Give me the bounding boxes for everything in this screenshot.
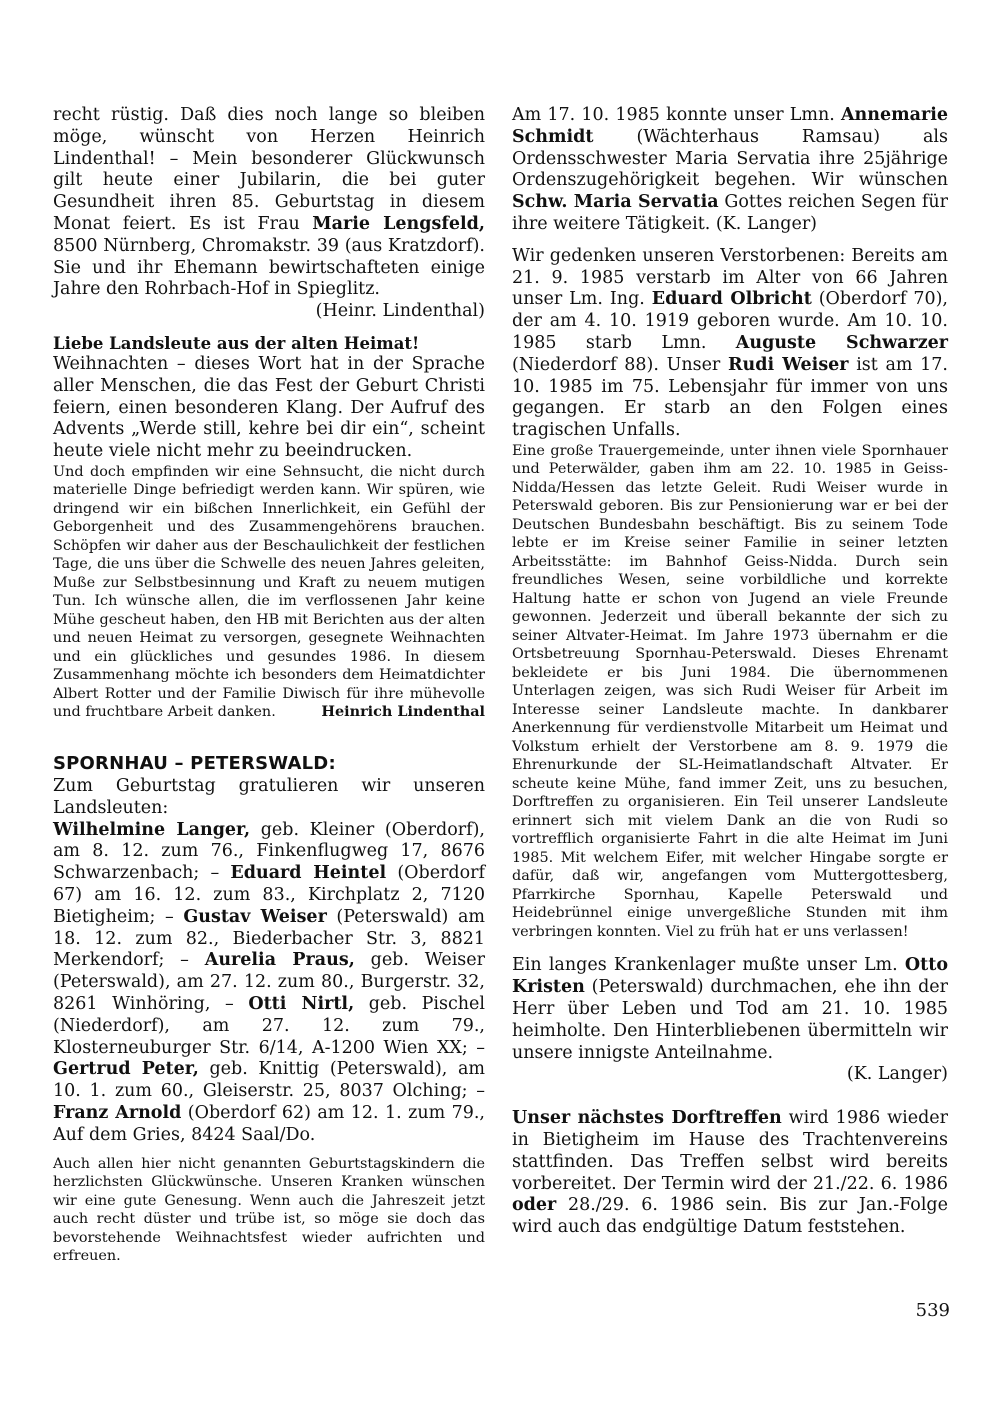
name-rudi-weiser: Rudi Weiser — [727, 354, 849, 375]
birthday-text: (Oberdorf 67) am 16. 12. zum 83., Kirchplatz 2, 7120 Bietigheim; – — [53, 863, 486, 927]
verstorbene-text: (Niederdorf 88). Unser — [512, 354, 728, 375]
dorftreffen-text: 28./29. 6. 1986 sein. Bis zur Jan.-Folge wird auch das endgültige Datum feststehen. — [512, 1195, 948, 1238]
birthday-text: (Peterswald) am 18. 12. zum 82., Biederbacher Str. 3, 8821 Merkendorf; – — [53, 906, 485, 971]
geburtstag-intro: Zum Geburtstag gratulieren wir unseren Landsleuten: — [53, 775, 485, 818]
birthday-name: Eduard Heintel — [230, 863, 387, 884]
name-marie-lengsfeld: Marie Lengsfeld, — [312, 213, 485, 234]
kristen-text: Ein langes Krankenlager mußte unser Lm. — [512, 955, 905, 976]
intro-paragraph — [53, 105, 485, 301]
name-annemarie-schmidt: Annemarie Schmidt — [512, 105, 948, 147]
jubilaeum-text: (Wächterhaus Ramsau) als Ordensschwester Maria Servatia ihre 25jährige Ordenszugehörigkeit begehen. Wir wünschen — [512, 126, 948, 191]
birthday-text: (Oberdorf 62) am 12. 1. zum 79., Auf dem Gries, 8424 Saal/Do. — [53, 1102, 485, 1145]
verstorbene-text: Wir gedenken unseren Verstorbenen: Bereits am 21. 9. 1985 verstarb im Alter von 66 Jahren unser Lm. Ing. — [512, 245, 948, 310]
verstorbene-text: (Oberdorf 70), der am 4. 10. 1919 geboren wurde. Am 10. 10. 1985 starb Lmn. — [512, 289, 948, 353]
birthday-name: Gertrud Peter, — [53, 1059, 199, 1080]
dorftreffen-oder: oder — [512, 1195, 557, 1216]
birthday-text: geb. Knittig (Peterswald), am 10. 1. zum 60., Gleiserstr. 25, 8037 Olching; – — [53, 1059, 485, 1102]
page-number: 539 — [915, 1300, 950, 1321]
sehnsucht-paragraph — [53, 463, 485, 722]
jubilaeum-text: Am 17. 10. 1985 konnte unser Lmn. — [512, 105, 841, 125]
verstorbene-paragraph — [512, 246, 948, 442]
birthday-name: Wilhelmine Langer, — [53, 819, 251, 840]
dorftreffen-text: wird 1986 wieder in Bietigheim im Hause des Trachtenvereins stattfinden. Das Treffen selbst wird bereits vorbereitet. Der Termin wird der 21./22. 6. 1986 — [512, 1108, 948, 1194]
kristen-paragraph — [512, 955, 948, 1064]
intro-text: recht rüstig. Daß dies noch lange so bleiben möge, wünscht von Herzen Heinrich Lindenthal! – Mein besonderer Glückwunsch gilt heute einer Jubilarin, die bei guter Gesundheit ihren 85. Geburtstag in diesem Monat feiert. Es ist Frau — [53, 105, 485, 234]
geburtstag-list — [53, 820, 485, 1147]
birthday-text: geb. Kleiner (Oberdorf), am 8. 12. zum 76., Finkenflugweg 17, 8676 Schwarzenbach; – — [53, 819, 485, 884]
birthday-text: geb. Pischel (Niederdorf), am 27. 12. zum 79., Klosterneuburger Str. 6/14, A-1200 Wien XX; – — [53, 993, 485, 1058]
dorftreffen-heading: Unser nächstes Dorftreffen — [512, 1108, 782, 1129]
dorftreffen-paragraph — [512, 1108, 948, 1239]
birthday-name: Franz Arnold — [53, 1102, 182, 1123]
kristen-signature: (K. Langer) — [846, 1064, 948, 1085]
name-auguste-schwarzer: Auguste Schwarzer — [735, 332, 948, 353]
right-column — [512, 105, 948, 1239]
kranke-paragraph: Auch allen hier nicht genannten Geburtstagskindern die herzlichsten Glückwünsche. Unseren Kranken wünschen wir eine gute Genesung. Wenn auch die Jahreszeit jetzt auch recht düster und trübe ist, so möge sie doch das bevorstehende Weihnachtsfest wieder aufrichten und erfreuen. — [53, 1155, 485, 1264]
left-column — [53, 105, 485, 1266]
birthday-name: Gustav Weiser — [183, 906, 327, 927]
name-maria-servatia: Schw. Maria Servatia — [512, 192, 719, 213]
jubilaeum-paragraph — [512, 105, 948, 236]
intro-signature: (Heinr. Lindenthal) — [315, 301, 485, 322]
verstorbene-text: ist am 17. 10. 1985 im 75. Lebensjahr für immer von uns gegangen. Er starb an den Folgen eines tragischen Unfalls. — [512, 354, 948, 441]
name-otto-kristen: Otto Kristen — [512, 955, 948, 998]
birthday-name: Aurelia Praus, — [204, 950, 355, 971]
intro-text: 8500 Nürnberg, Chromakstr. 39 (aus Kratzdorf). Sie und ihr Ehemann bewirtschafteten einige Jahre den Rohrbach-Hof in Spieglitz. — [53, 235, 485, 300]
birthday-name: Otti Nirtl, — [248, 993, 355, 1014]
sehnsucht-text: Und doch empfinden wir eine Sehnsucht, die nicht durch materielle Dinge befriedigt werden kann. Wir spüren, wie dringend wir ein bißchen Innerlichkeit, ein Gefühl der Geborgenheit und des Zusammengehörens brauchen. Schöpfen wir daher aus der Beschaulichkeit der festlichen Tage, die uns über die Schwelle des neuen Jahres geleiten, Muße zur Selbstbesinnung und Kraft zu neuem mutigen Tun. Ich wünsche allen, die im verflossenen Jahr keine Mühe gescheut haben, den HB mit Berichten aus der alten und neuen Heimat zu versorgen, gesegnete Weihnachten und ein glückliches und gesundes 1986. In diesem Zusammenhang möchte ich besonders dem Heimatdichter Albert Rotter und der Familie Diwisch für ihre mühevolle und fruchtbare Arbeit danken. — [53, 463, 485, 721]
name-eduard-olbricht: Eduard Olbricht — [651, 289, 812, 310]
weihnachten-paragraph: Weihnachten – dieses Wort hat in der Sprache aller Menschen, die das Fest der Geburt Christi feiern, einen besonderen Klang. Der Aufruf des Advents „Werde still, kehre bei dir ein“, scheint heute viele nicht mehr zu beeindrucken. — [53, 353, 485, 462]
section-heading: Liebe Landsleute aus der alten Heimat! — [53, 333, 420, 353]
section-title-spornhau: SPORNHAU – PETERSWALD: — [53, 752, 336, 774]
signature-lindenthal: Heinrich Lindenthal — [321, 703, 485, 721]
birthday-text: geb. Weiser (Peterswald), am 27. 12. zum 80., Burgerstr. 32, 8261 Winhöring, – — [53, 950, 485, 1014]
trauer-paragraph: Eine große Trauergemeinde, unter ihnen viele Spornhauer und Peterwälder, gaben ihm am 22. 10. 1985 in Geiss-Nidda/Hessen das letzte Geleit. Rudi Weiser wurde in Peterswald geboren. Bis zur Pensionierung war er bei der Deutschen Bundesbahn beschäftigt. Bis zu seinem Tode lebte er im Kreise seiner Familie in seiner letzten Arbeitsstätte: im Bahnhof Geiss-Nidda. Durch sein freundliches Wesen, seine vorbildliche und korrekte Haltung hatte er schon von Jugend an viele Freunde gewonnen. Jederzeit und überall bekannte der sich zu seiner Altvater-Heimat. Im Jahre 1973 übernahm er die Ortsbetreuung Spornhau-Peterswald. Dieses Ehrenamt bekleidete er bis Juni 1984. Die übernommenen Unterlagen zeigen, was sich Rudi Weiser für Arbeit im Interesse seiner Landsleute machte. In dankbarer Anerkennung für verdienstvolle Mitarbeit um Heimat und Volkstum erhielt der Verstorbene am 8. 9. 1979 die Ehrenurkunde der SL-Heimatlandschaft Altvater. Er scheute keine Mühe, fand immer Zeit, uns zu besuchen, Dorftreffen zu organisieren. Ein Teil unserer Landsleute erinnert sich mit vielem Dank an die von Rudi so vortrefflich organisierte Fahrt in die alte Heimat im Juni 1985. Mit welchem Eifer, mit welcher Hingabe sorgte er dafür, daß wir, angefangen vom Muttergottesberg, Pfarrkirche Spornhau, Kapelle Peterswald und Heidebrünnel einige unvergeßliche Stunden mit ihm verbringen konnten. Viel zu früh hat er uns verlassen! — [512, 442, 948, 940]
jubilaeum-text: Gottes reichen Segen für ihre weitere Tätigkeit. (K. Langer) — [512, 192, 948, 234]
kristen-text: (Peterswald) durchmachen, ehe ihn der Herr über Leben und Tod am 21. 10. 1985 heimholte. Den Hinterbliebenen übermitteln wir unsere innigste Anteilnahme. — [512, 977, 948, 1063]
